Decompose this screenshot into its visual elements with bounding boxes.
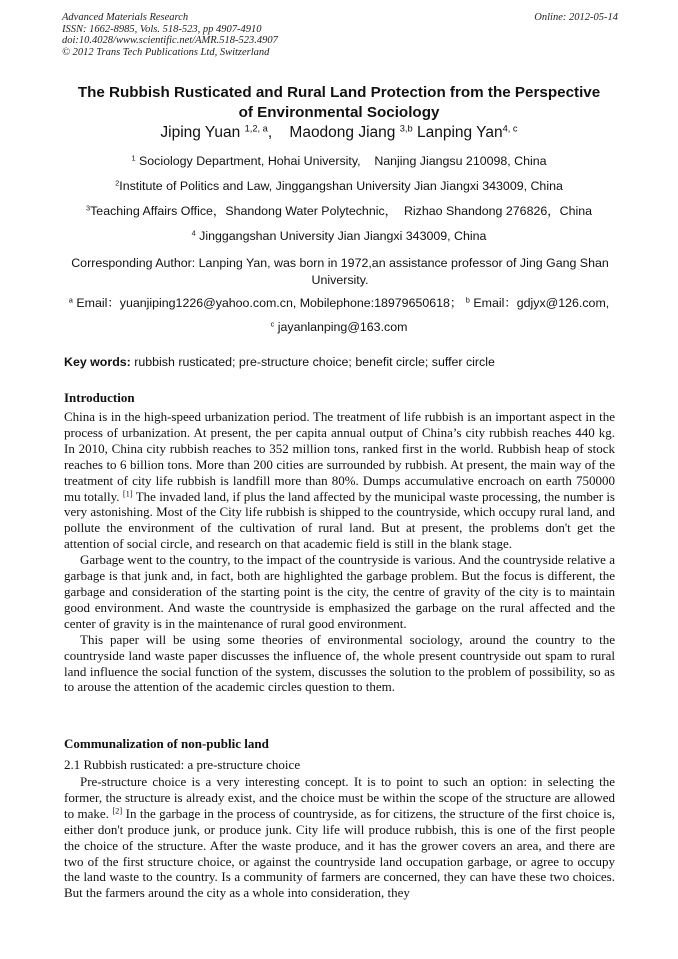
affiliation-sup: 1 (131, 153, 136, 163)
author-list (40, 123, 638, 143)
journal-name: Advanced Materials Research (62, 12, 189, 23)
intro-paragraph-3: This paper will be using some theories of environmental sociology, around the country to the countryside land waste paper discusses the influence of, the whole present countryside out spam to rural land influence the social function of the system, discusses the solution to the problem of possibility, so as to arouse the attention of the academic circles question to them. (64, 631, 615, 695)
email-a-sup: a (68, 295, 73, 305)
keywords-label: Key words: (64, 355, 131, 369)
intro-p1-part-b: The invaded land, if plus the land affected by the municipal waste processing, the number is very astonishing. Most of the City life rubbish is shipped to the countryside, which occupy rural land, and pollute the environment of the cultivation of rural land. But at present, the problems don't get the attention of social circle, and research on that academic field is still in the blank stage. (64, 488, 615, 552)
s2-p1-part-a: Pre-structure choice is a very interesting concept. It is to point to such an option: in selecting the former, the structure is already exist, and the choice must be within the scope of the structure are allowed to make. (64, 774, 615, 821)
email-b-sup: b (465, 295, 470, 305)
intro-paragraph-2: Garbage went to the country, to the impact of the countryside is various. And the countryside relative a garbage is that junk and, in fact, both are highlighted the garbage problem. But the focus is different, the garbage and consideration of the starting point is the city, the centre of gravity of the city is to maintain good environment. And waste the countryside is emphasized the garbage on the rural affected and the center of gravity is in the maintenance of rural good environment. (64, 552, 615, 631)
intro-p1-part-a: China is in the high-speed urbanization period. The treatment of life rubbish is an important aspect in the process of urbanization. At present, the per capita annual output of China’s city rubbish reaches 440 kg. In 2010, China city rubbish reaches to 352 million tons, ranked first in the world. Rubbish heap of stock reaches to 6 billion tons. More than 200 cities are surrounded by rubbish. At present, the main way of the treatment of city life rubbish is landfill more than 80%. Dumps accumulative encroach on earth 750000 mu totally. (64, 409, 615, 504)
s2-p1-part-b: In the garbage in the process of countryside, as for citizens, the structure of the first choice is, either don't produce junk, or produce junk. City life will produce rubbish, this is one of the first people the choice of the structure. After the waste produce, and it has the grower covers an area, and there are two of the first structure choice, or against the countryside land occupation garbage, or agree to occupy the land waste to the country. Is a community of farmers are concerned, they can have these two choices. But the farmers around the city as a whole into consideration, they (64, 805, 616, 901)
intro-paragraph-1 (64, 409, 615, 552)
affiliation-text: Sociology Department, Hohai University, Nanjing Jiangsu 210098, China (139, 154, 547, 168)
section-heading-introduction: Introduction (64, 390, 135, 405)
email-line-1 (40, 295, 638, 311)
online-date: Online: 2012-05-14 (534, 12, 618, 23)
author-1-name: Jiping Yuan (160, 124, 241, 141)
keywords (64, 354, 620, 370)
author-2-name: Maodong Jiang (289, 124, 396, 141)
author-1-sup: 1,2, a (244, 123, 268, 134)
author-3-name: Lanping Yan (416, 124, 503, 141)
affiliation-sup: 4 (191, 228, 196, 238)
email-c-sup: c (270, 319, 275, 329)
author-2-sup: 3,b (399, 123, 413, 134)
author-3-sup: 4, c (502, 123, 518, 134)
affiliation-sup: 2 (115, 178, 120, 188)
journal-header (62, 12, 618, 58)
affiliation-2 (40, 178, 638, 194)
affiliation-text: Jinggangshan University Jian Jiangxi 343009, China (199, 229, 487, 243)
section-2-body (64, 774, 615, 901)
keywords-text: rubbish rusticated; pre-structure choice; benefit circle; suffer circle (134, 355, 495, 369)
subsection-heading-2-1: 2.1 Rubbish rusticated: a pre-structure choice (64, 757, 301, 772)
copyright-line: © 2012 Trans Tech Publications Ltd, Switzerland (62, 46, 270, 58)
citation-1: [1] (122, 487, 133, 498)
affiliation-sup: 3 (85, 203, 91, 213)
affiliation-3 (40, 203, 638, 219)
affiliation-1 (40, 153, 638, 169)
email-line-2 (40, 319, 638, 335)
introduction-body (64, 409, 615, 695)
issn-line: ISSN: 1662-8985, Vols. 518-523, pp 4907-4910 (62, 23, 262, 35)
corresponding-author: Corresponding Author: Lanping Yan, was born in 1972,an assistance professor of Jing Gang Shan University. (71, 256, 609, 287)
section-heading-communalization: Communalization of non-public land (64, 736, 269, 751)
email-b-text: Email：gdjyx@126.com, (473, 296, 610, 310)
affiliation-text: Teaching Affairs Office，Shandong Water Polytechnic， Rizhao Shandong 276826，China (90, 204, 593, 218)
citation-2: [2] (112, 805, 123, 816)
email-a-text: Email：yuanjiping1226@yahoo.com.cn, Mobilephone:18979650618； (76, 296, 463, 310)
paper-title (40, 83, 638, 123)
affiliation-4 (40, 228, 638, 244)
author-separator: , (267, 124, 273, 141)
email-c-text: jayanlanping@163.com (277, 320, 408, 334)
title-line-2: of Environmental Sociology (238, 104, 440, 121)
doi-line: doi:10.4028/www.scientific.net/AMR.518-523.4907 (62, 35, 278, 47)
affiliation-text: Institute of Politics and Law, Jinggangshan University Jian Jiangxi 343009, China (119, 179, 563, 193)
section2-paragraph-1 (64, 774, 615, 901)
title-line-1: The Rubbish Rusticated and Rural Land Protection from the Perspective (77, 84, 601, 101)
